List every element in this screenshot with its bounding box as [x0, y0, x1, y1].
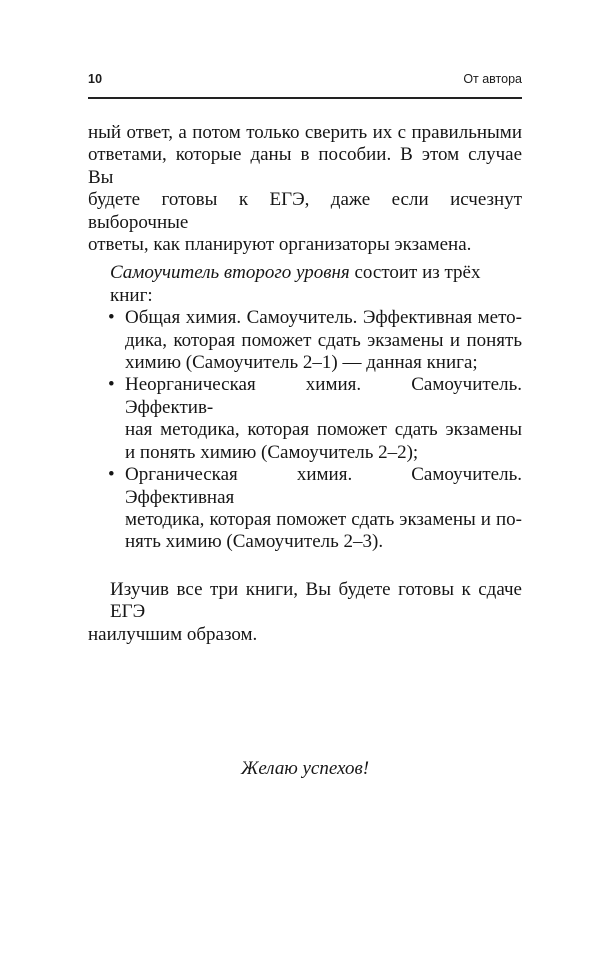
list-item-line: ная методика, которая поможет сдать экзамены [125, 419, 522, 441]
paragraph-line: ный ответ, а потом только сверить их с правильными [88, 122, 522, 143]
page-body [88, 122, 522, 780]
list-item [88, 307, 522, 374]
list-intro-line [88, 262, 522, 307]
list-item-line: и понять химию (Самоучитель 2–2); [125, 441, 419, 463]
list-item-line: нять химию (Самоучитель 2–3). [125, 531, 384, 553]
paragraph-2 [88, 579, 522, 646]
list-item-line: химию (Самоучитель 2–1) — данная книга; [125, 352, 478, 374]
header-rule [88, 97, 522, 99]
list-item [88, 464, 522, 554]
list-intro-rest: состоит из трёх книг: [110, 262, 481, 306]
bullet-icon: • [108, 464, 115, 486]
list-item-line: Органическая химия. Самоучитель. Эффективная [125, 464, 522, 508]
list-item [88, 374, 522, 464]
list-item-line: дика, которая поможет сдать экзамены и понять [125, 329, 522, 351]
running-title: От автора [463, 72, 522, 86]
book-series-title: Самоучитель второго уровня [110, 262, 350, 284]
bullet-icon: • [108, 307, 115, 329]
paragraph-line: Изучив все три книги, Вы будете готовы к сдаче ЕГЭ [110, 578, 522, 623]
bullet-icon: • [108, 374, 115, 396]
running-header [88, 72, 522, 87]
page-number: 10 [88, 72, 103, 86]
closing-wish: Желаю успехов! [240, 757, 370, 779]
paragraph-line: наилучшим образом. [88, 623, 258, 645]
list-item-line: Общая химия. Самоучитель. Эффективная мето- [125, 307, 522, 329]
book-list [88, 307, 522, 553]
paragraph-line: ответы, как планируют организаторы экзамена. [88, 234, 472, 256]
list-item-line: методика, которая поможет сдать экзамены и по- [125, 508, 522, 530]
paragraph-line: ответами, которые даны в пособии. В этом случае Вы [88, 144, 522, 188]
paragraph-line: будете готовы к ЕГЭ, даже если исчезнут выборочные [88, 189, 522, 233]
list-item-line: Неорганическая химия. Самоучитель. Эффектив- [125, 374, 522, 418]
paragraph-1 [88, 122, 522, 256]
